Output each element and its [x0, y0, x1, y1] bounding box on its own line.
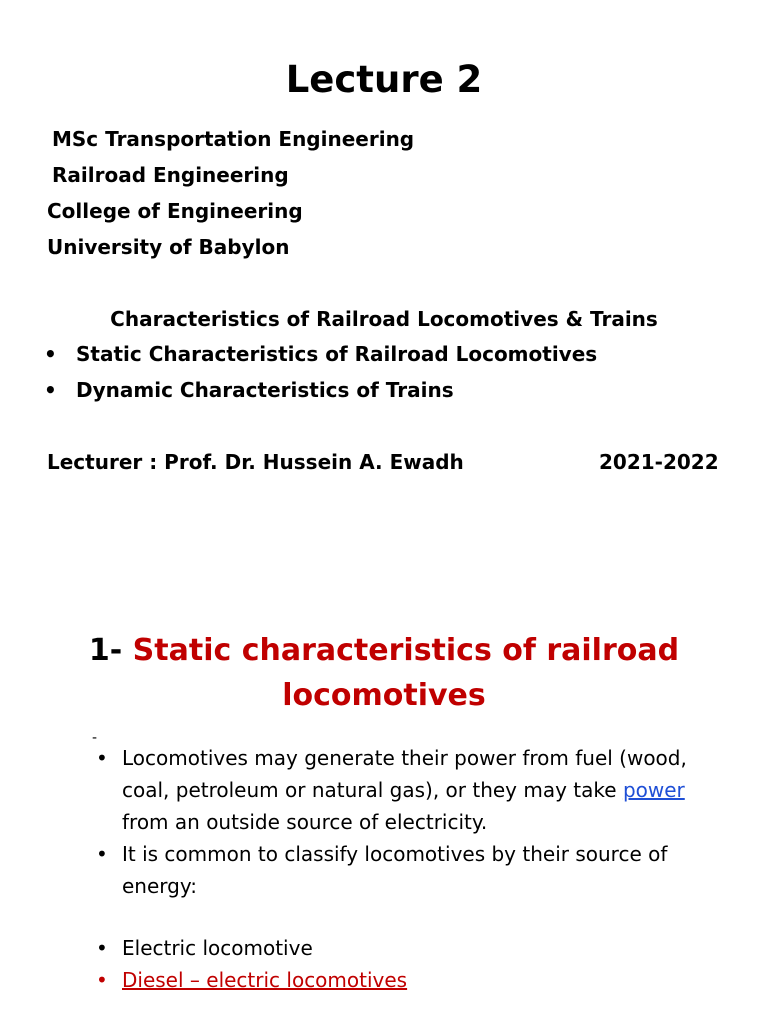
topic-bullet: [44, 378, 454, 402]
body-bullet: [96, 838, 696, 902]
lecturer-line: Lecturer : Prof. Dr. Hussein A. Ewadh: [47, 450, 464, 474]
power-link[interactable]: power: [622, 778, 685, 802]
bullet-text: Locomotives may generate their power from fuel (wood, coal, petroleum or natural gas), or they may take: [122, 746, 687, 802]
year-label: 2021-2022: [599, 450, 719, 474]
bullet-dot: •: [96, 842, 108, 866]
topic-bullet-text: Static Characteristics of Railroad Locomotives: [76, 342, 598, 366]
bullet-text: It is common to classify locomotives by their source of energy:: [122, 842, 668, 898]
slide-2-body: [96, 742, 696, 996]
topic-bullet-text: Dynamic Characteristics of Trains: [76, 378, 454, 402]
college-line: College of Engineering: [47, 199, 303, 223]
slide-2-title: [0, 628, 768, 718]
slide-2: [0, 560, 768, 1024]
body-bullet: [96, 964, 696, 996]
section-number: 1-: [88, 633, 123, 668]
body-bullet: [96, 932, 696, 964]
body-bullet: [96, 742, 696, 838]
slide-1-title: Lecture 2: [285, 58, 483, 101]
topic-heading: Characteristics of Railroad Locomotives & Trains: [110, 307, 658, 331]
program-line: MSc Transportation Engineering: [52, 127, 415, 151]
bullet-dot: •: [44, 378, 57, 402]
stray-mark: -: [92, 730, 98, 746]
bullet-text: Electric locomotive: [122, 936, 313, 960]
bullet-text-underlined: Diesel – electric locomotives: [122, 968, 408, 992]
bullet-dot: •: [44, 342, 57, 366]
bullet-dot: •: [96, 746, 108, 770]
course-line: Railroad Engineering: [52, 163, 289, 187]
bullet-dot: •: [96, 936, 108, 960]
bullet-dot: •: [96, 968, 108, 992]
university-line: University of Babylon: [47, 235, 290, 259]
bullet-text: from an outside source of electricity.: [122, 810, 488, 834]
topic-bullet: [44, 342, 597, 366]
section-title: Static characteristics of railroad locomotives: [132, 633, 680, 713]
